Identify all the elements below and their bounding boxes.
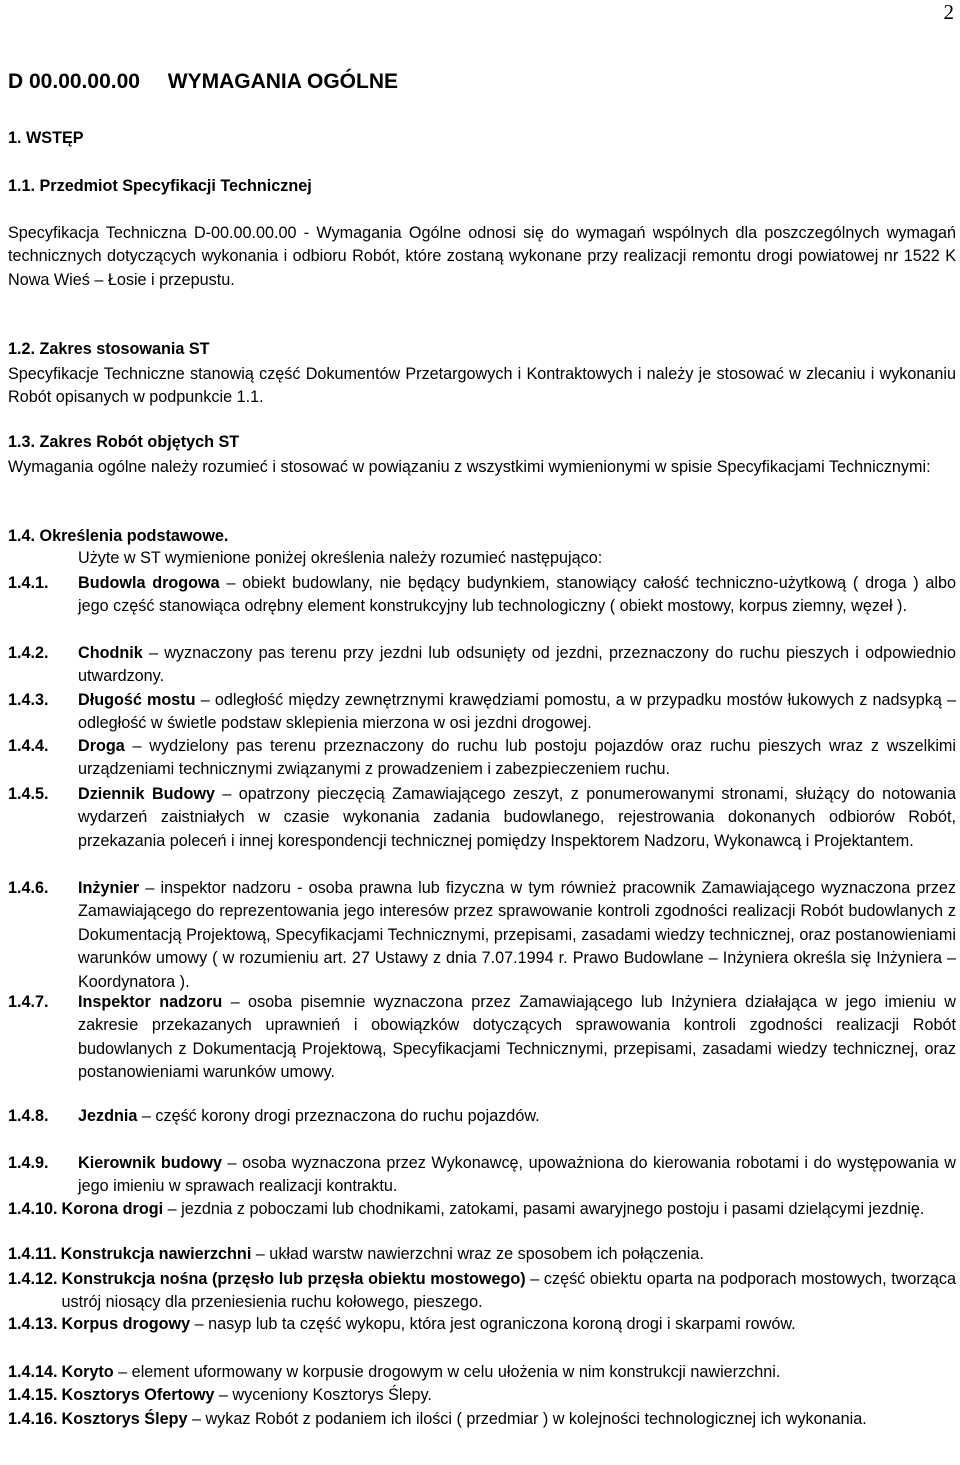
definition-term: Dziennik Budowy xyxy=(78,785,215,803)
definition-term: Korpus drogowy xyxy=(61,1315,191,1333)
definition-text xyxy=(58,1361,956,1384)
section-heading-1-4: 1.4. Określenia podstawowe. xyxy=(8,527,229,545)
definition-number: 1.4.5. xyxy=(8,785,49,803)
definition-item xyxy=(8,1384,956,1407)
definition-item xyxy=(8,1243,956,1266)
definition-item xyxy=(8,1361,956,1384)
definition-item xyxy=(8,877,956,994)
definition-number: 1.4.6. xyxy=(8,879,49,897)
definition-text xyxy=(78,689,956,736)
definition-body: – osoba wyznaczona przez Wykonawcę, upoważniona do kierowania robotami i do występowania w jego imieniu w sprawach realizacji kontraktu. xyxy=(78,1154,956,1196)
definition-item xyxy=(8,1198,956,1221)
definition-body: – wyznaczony pas terenu przy jezdni lub odsunięty od jezdni, przeznaczony do ruchu pieszych i odpowiednio utwardzony. xyxy=(78,644,956,686)
definition-body: – obiekt budowlany, nie będący budynkiem, stanowiący całość techniczno-użytkową ( droga ) albo jego część stanowiąca odrębny element konstrukcyjny lub technologiczny ( obiekt mostowy, korpus ziemny, węzeł ). xyxy=(78,574,956,616)
definition-text xyxy=(78,735,956,782)
title-text: WYMAGANIA OGÓLNE xyxy=(167,70,398,93)
section-1-3-body: Wymagania ogólne należy rozumieć i stosować w powiązaniu z wszystkimi wymienionymi w spisie Specyfikacjami Technicznymi: xyxy=(8,458,931,476)
spec-code: D 00.00.00.00 xyxy=(8,70,140,93)
definition-number: 1.4.14. xyxy=(8,1363,58,1381)
definition-number: 1.4.1. xyxy=(8,574,49,592)
section-1-1-body: Specyfikacja Techniczna D-00.00.00.00 - Wymagania Ogólne odnosi się do wymagań wspólnych dla poszczególnych wymagań technicznych dotyczących wykonania i odbioru Robót, które zostaną wykonane przy realizacji remontu drogi powiatowej nr 1522 K Nowa Wieś – Łosie i przepustu. xyxy=(8,224,956,289)
definition-body: – część obiektu oparta na podporach mostowych, tworząca ustrój niosący dla przeniesienia ruchu kołowego, pieszego. xyxy=(61,1270,956,1312)
definition-number: 1.4.2. xyxy=(8,644,49,662)
definition-number: 1.4.8. xyxy=(8,1107,49,1125)
definition-term: Koryto xyxy=(61,1363,114,1381)
definition-text xyxy=(78,642,956,689)
definition-text xyxy=(58,1384,956,1407)
definition-item xyxy=(8,1408,956,1431)
definition-item xyxy=(8,735,956,782)
definition-body: – nasyp lub ta część wykopu, która jest ograniczona koroną drogi i skarpami rowów. xyxy=(190,1315,796,1333)
definition-term: Jezdnia xyxy=(78,1107,138,1125)
definition-term: Długość mostu xyxy=(78,691,196,709)
definition-term: Chodnik xyxy=(78,644,143,662)
definition-text xyxy=(57,1243,956,1266)
definition-term: Inżynier xyxy=(78,879,140,897)
document-title xyxy=(8,70,398,94)
definition-text xyxy=(78,572,956,619)
definition-item xyxy=(8,1268,956,1315)
definition-item xyxy=(8,991,956,1085)
definition-number: 1.4.10. xyxy=(8,1200,58,1218)
definition-body: – element uformowany w korpusie drogowym w celu ułożenia w nim konstrukcji nawierzchni. xyxy=(113,1363,781,1381)
section-1-2-body: Specyfikacje Techniczne stanowią część Dokumentów Przetargowych i Kontraktowych i należy je stosować w zlecaniu i wykonaniu Robót opisanych w podpunkcie 1.1. xyxy=(8,365,956,407)
definition-item xyxy=(8,783,956,853)
definition-number: 1.4.4. xyxy=(8,737,49,755)
definition-body: – część korony drogi przeznaczona do ruchu pojazdów. xyxy=(137,1107,540,1125)
definition-number: 1.4.3. xyxy=(8,691,49,709)
definition-body: – wykaz Robót z podaniem ich ilości ( przedmiar ) w kolejności technologicznej ich wykonania. xyxy=(187,1410,867,1428)
definition-number: 1.4.15. xyxy=(8,1386,58,1404)
definition-text xyxy=(58,1313,956,1336)
definition-text xyxy=(78,783,956,853)
definition-term: Korona drogi xyxy=(61,1200,164,1218)
definition-number: 1.4.13. xyxy=(8,1315,58,1333)
definition-body: – inspektor nadzoru - osoba prawna lub fizyczna w tym również pracownik Zamawiającego wyznaczona przez Zamawiającego do reprezentowania jego interesów przez sprawowanie kontroli zgodności realizacji Robót budowlanych z Dokumentacją Projektową, Specyfikacjami Technicznymi, przepisami, zasadami wiedzy technicznej, oraz postanowieniami warunków umowy ( w rozumieniu art. 27 Ustawy z dnia 7.07.1994 r. Prawo Budowlane – Inżyniera określa się Inżyniera – Koordynatora ). xyxy=(78,879,956,991)
definition-text xyxy=(78,991,956,1085)
definition-number: 1.4.12. xyxy=(8,1270,58,1288)
section-heading-1-2: 1.2. Zakres stosowania ST xyxy=(8,340,210,358)
definition-term: Kosztorys Ofertowy xyxy=(61,1386,215,1404)
definition-item xyxy=(8,689,956,736)
definition-text xyxy=(58,1268,956,1315)
definition-term: Kosztorys Ślepy xyxy=(61,1410,188,1428)
section-heading-1-1: 1.1. Przedmiot Specyfikacji Technicznej xyxy=(8,177,312,195)
definition-item xyxy=(8,1313,956,1336)
definition-body: – odległość między zewnętrznymi krawędziami pomostu, a w przypadku mostów łukowych z nadsypką – odległość w świetle podstaw sklepienia mierzona w osi jezdni drogowej. xyxy=(78,691,956,733)
definition-text xyxy=(58,1198,956,1221)
definition-body: – osoba pisemnie wyznaczona przez Zamawiającego lub Inżyniera działająca w jego imieniu w zakresie przekazanych uprawnień i obowiązków dotyczących sprawowania kontroli zgodności realizacji Robót budowlanych z Dokumentacją Projektową, Specyfikacjami Technicznymi, przepisami, zasadami wiedzy technicznej, oraz postanowieniami warunków umowy. xyxy=(78,993,956,1082)
definition-term: Konstrukcja nośna (przęsło lub przęsła obiektu mostowego) xyxy=(61,1270,526,1288)
definition-term: Konstrukcja nawierzchni xyxy=(60,1245,252,1263)
definition-number: 1.4.7. xyxy=(8,993,49,1011)
definition-term: Budowla drogowa xyxy=(78,574,220,592)
definition-body: – układ warstw nawierzchni wraz ze sposobem ich połączenia. xyxy=(251,1245,704,1263)
definition-item xyxy=(8,1152,956,1199)
page-number: 2 xyxy=(943,0,954,24)
definition-body: – wydzielony pas terenu przeznaczony do ruchu lub postoju pojazdów oraz ruchu pieszych wraz z wszelkimi urządzeniami technicznymi związanymi z prowadzeniem i zabezpieczeniem ruchu. xyxy=(78,737,956,779)
section-heading-1-3: 1.3. Zakres Robót objętych ST xyxy=(8,433,240,451)
section-1-4-intro: Użyte w ST wymienione poniżej określenia należy rozumieć następująco: xyxy=(78,549,603,567)
definition-text xyxy=(78,1152,956,1199)
definition-item xyxy=(8,642,956,689)
definition-term: Inspektor nadzoru xyxy=(78,993,223,1011)
definition-text xyxy=(78,877,956,994)
definition-number: 1.4.9. xyxy=(8,1154,49,1172)
definition-term: Kierownik budowy xyxy=(78,1154,223,1172)
definition-term: Droga xyxy=(78,737,125,755)
definition-item xyxy=(8,572,956,619)
definition-text xyxy=(58,1408,956,1431)
definition-text xyxy=(78,1105,956,1128)
section-heading-1: 1. WSTĘP xyxy=(8,129,84,147)
definition-item xyxy=(8,1105,956,1128)
definition-body: – wyceniony Kosztorys Ślepy. xyxy=(214,1386,432,1404)
definition-body: – jezdnia z poboczami lub chodnikami, zatokami, pasami awaryjnego postoju i pasami dzielącymi jezdnię. xyxy=(163,1200,925,1218)
definition-body: – opatrzony pieczęcią Zamawiającego zeszyt, z ponumerowanymi stronami, służący do notowania wydarzeń zaistniałych w czasie wykonania zadania budowlanego, rejestrowania dokonanych odbiorów Robót, przekazania poleceń i innej korespondencji technicznej pomiędzy Inspektorem Nadzoru, Wykonawcą i Projektantem. xyxy=(78,785,956,850)
definition-number: 1.4.16. xyxy=(8,1410,58,1428)
definition-number: 1.4.11. xyxy=(8,1245,57,1263)
